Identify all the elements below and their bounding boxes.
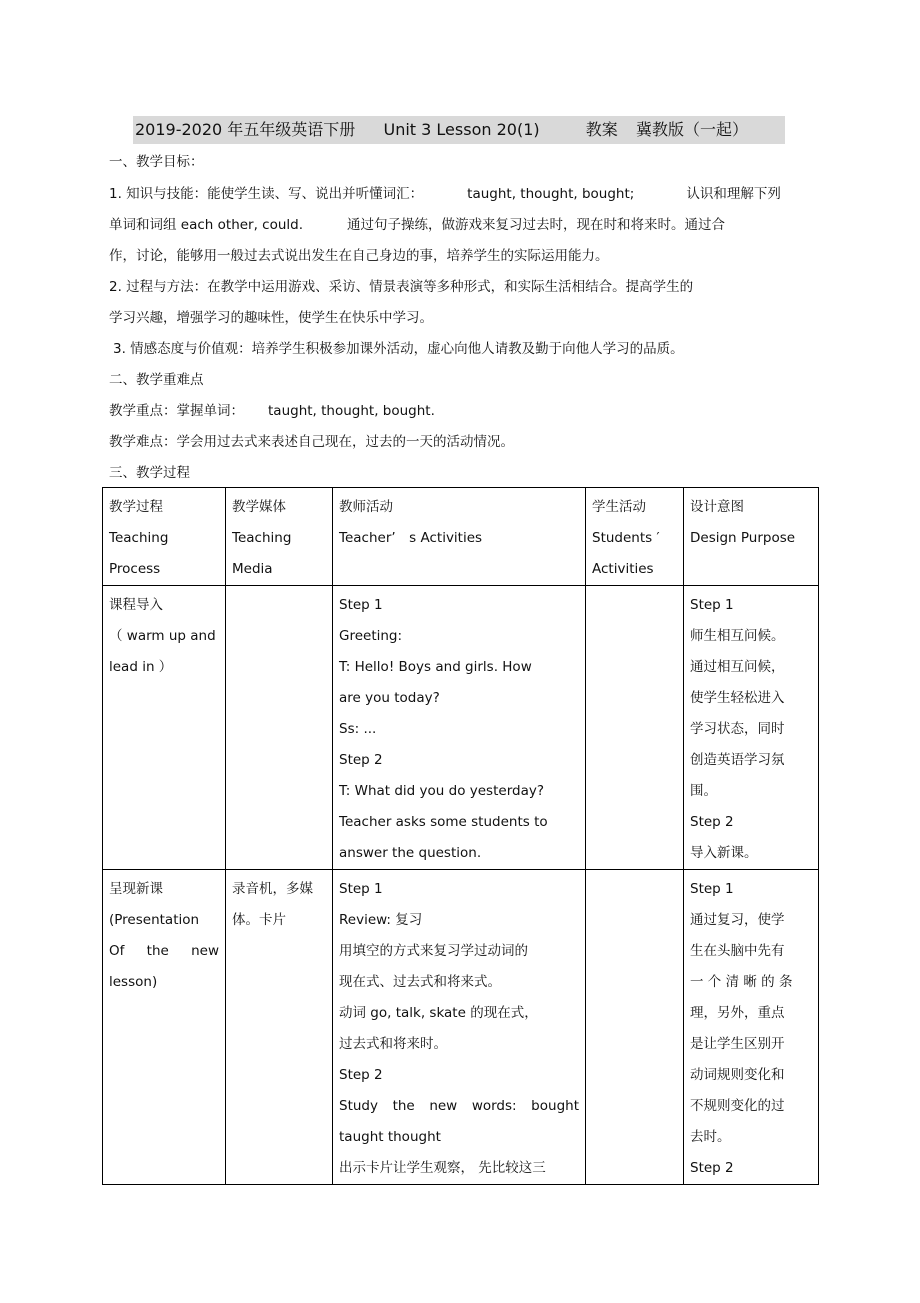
- objective-1-line-1: 1. 知识与技能：能使学生读、写、说出并听懂词汇： taught, thought, bought; 认识和理解下列: [109, 186, 781, 202]
- title-part-unit: Unit 3 Lesson 20(1): [383, 120, 540, 139]
- objective-2-line-1: 2. 过程与方法：在教学中运用游戏、采访、情景表演等多种形式，和实际生活相结合。提高学生的: [109, 279, 694, 295]
- objectives-heading: 一、教学目标：: [109, 154, 204, 170]
- teaching-difficulty: 教学难点：学会用过去式来表述自己现在，过去的一天的活动情况。: [109, 434, 514, 450]
- teaching-focus: 教学重点：掌握单词： taught, thought, bought.: [109, 403, 435, 419]
- row2-purpose: Step 1 通过复习，使学 生在头脑中先有 一 个 清 晰 的 条 理，另外，重点 是让学生区别开 动词规则变化和 不规则变化的过 去时。 Step 2: [684, 870, 819, 1185]
- row1-purpose: Step 1 师生相互问候。 通过相互问候， 使学生轻松进入 学习状态，同时 创造英语学习氛 围。 Step 2 导入新课。: [684, 586, 819, 870]
- row2-process: 呈现新课 (Presentation Of the new lesson): [103, 870, 226, 1185]
- objective-2-line-2: 学习兴趣，增强学习的趣味性，使学生在快乐中学习。: [109, 310, 433, 326]
- table-row: [103, 870, 819, 1185]
- objective-1-line-2: 单词和词组 each other, could. 通过句子操练，做游戏来复习过去时，现在时和将来时。通过合: [109, 217, 726, 233]
- row2-media: 录音机，多媒 体。卡片: [226, 870, 333, 1185]
- row1-media: [226, 586, 333, 870]
- title-part-type: 教案: [585, 120, 618, 139]
- header-media: 教学媒体 Teaching Media: [226, 488, 333, 586]
- process-heading: 三、教学过程: [109, 465, 190, 481]
- row1-teacher: Step 1 Greeting: T: Hello! Boys and girls. How are you today? Ss: ... Step 2 T: What did you do yesterday? Teacher asks some students to answer the question.: [333, 586, 586, 870]
- teaching-process-table: [102, 487, 819, 1185]
- header-teacher-activities: 教师活动 Teacher’ s Activities: [333, 488, 586, 586]
- objective-3: 3. 情感态度与价值观：培养学生积极参加课外活动，虚心向他人请教及勤于向他人学习的品质。: [113, 341, 684, 357]
- objective-1-line-3: 作，讨论，能够用一般过去式说出发生在自己身边的事，培养学生的实际运用能力。: [109, 248, 609, 264]
- title-part-grade: 2019-2020 年五年级英语下册: [135, 120, 356, 139]
- header-student-activities: 学生活动 Students ′ Activities: [586, 488, 684, 586]
- row1-process: 课程导入 （ warm up and lead in ）: [103, 586, 226, 870]
- row2-teacher: Step 1 Review: 复习 用填空的方式来复习学过动词的 现在式、过去式和将来式。 动词 go, talk, skate 的现在式， 过去式和将来时。 Step 2 Study the new words: bought taught thought 出示卡片让学生观察， 先比较这三: [333, 870, 586, 1185]
- header-process: 教学过程 Teaching Process: [103, 488, 226, 586]
- header-design-purpose: 设计意图 Design Purpose: [684, 488, 819, 586]
- key-points-heading: 二、教学重难点: [109, 372, 204, 388]
- table-row: [103, 586, 819, 870]
- row2-students: [586, 870, 684, 1185]
- document-title: [133, 116, 785, 144]
- table-header-row: [103, 488, 819, 586]
- row1-students: [586, 586, 684, 870]
- title-part-edition: 冀教版（一起）: [636, 120, 749, 139]
